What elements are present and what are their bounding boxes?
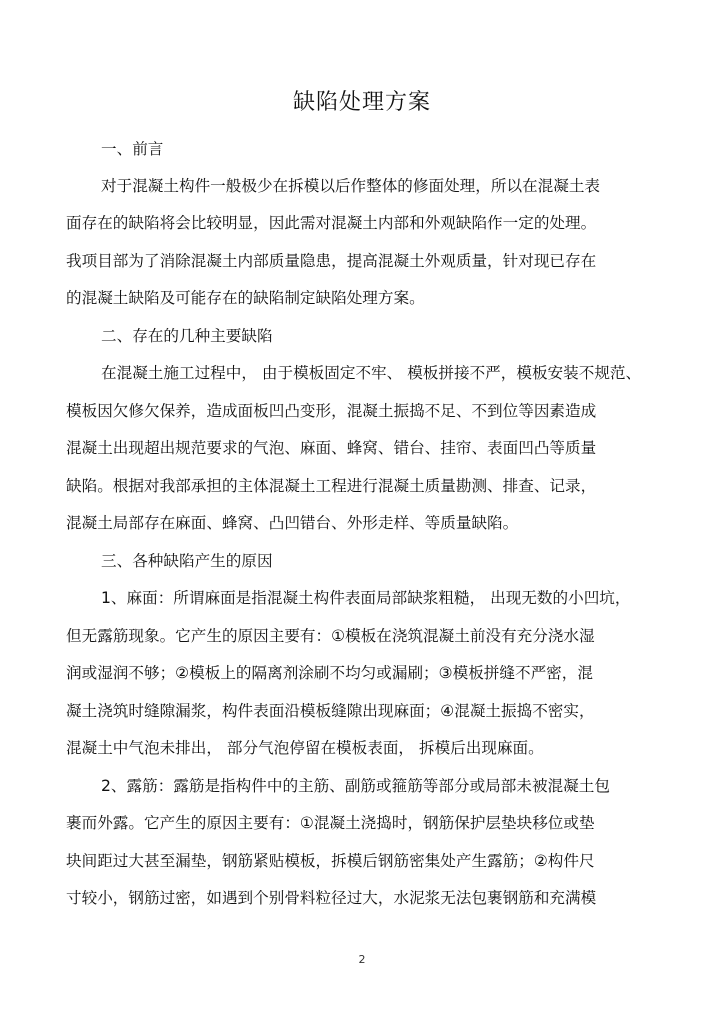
- page-number: 2: [358, 953, 366, 966]
- paragraph-line: 寸较小，钢筋过密，如遇到个别骨料粒径过大，水泥浆无法包裹钢筋和充满模: [66, 889, 597, 907]
- paragraph-line: 面存在的缺陷将会比较明显，因此需对混凝土内部和外观缺陷作一定的处理。: [66, 214, 597, 232]
- paragraph-line: 缺陷。根据对我部承担的主体混凝土工程进行混凝土质量勘测、排查、记录，: [66, 477, 597, 495]
- paragraph-line: 模板因欠修欠保养，造成面板凹凸变形，混凝土振捣不足、不到位等因素造成: [66, 402, 597, 420]
- paragraph-line: 1、麻面：所谓麻面是指混凝土构件表面局部缺浆粗糙， 出现无数的小凹坑，: [101, 589, 631, 607]
- paragraph-line: 在混凝土施工过程中， 由于模板固定不牢、 模板拼接不严，模板安装不规范、: [101, 364, 642, 382]
- section-heading-causes: 三、各种缺陷产生的原因: [101, 552, 273, 570]
- paragraph-line: 混凝土出现超出规范要求的气泡、麻面、蜂窝、错台、挂帘、表面凹凸等质量: [66, 439, 597, 457]
- paragraph-line: 的混凝土缺陷及可能存在的缺陷制定缺陷处理方案。: [66, 289, 425, 307]
- paragraph-line: 混凝土局部存在麻面、蜂窝、凸凹错台、外形走样、等质量缺陷。: [66, 514, 519, 532]
- paragraph-line: 块间距过大甚至漏垫，钢筋紧贴模板，拆模后钢筋密集处产生露筋；②构件尺: [66, 852, 595, 870]
- paragraph-line: 润或湿润不够；②模板上的隔离剂涂刷不均匀或漏刷；③模板拼缝不严密，混: [66, 664, 593, 682]
- document-title: 缺陷处理方案: [292, 90, 431, 115]
- paragraph-line: 2、露筋：露筋是指构件中的主筋、副筋或箍筋等部分或局部未被混凝土包: [101, 777, 610, 795]
- paragraph-line: 凝土浇筑时缝隙漏浆，构件表面沿模板缝隙出现麻面；④混凝土振捣不密实，: [66, 702, 595, 720]
- paragraph-line: 混凝土中气泡未排出， 部分气泡停留在模板表面， 拆模后出现麻面。: [66, 739, 544, 757]
- paragraph-line: 我项目部为了消除混凝土内部质量隐患，提高混凝土外观质量，针对现已存在: [66, 252, 597, 270]
- paragraph-line: 但无露筋现象。它产生的原因主要有：①模板在浇筑混凝土前没有充分浇水湿: [66, 627, 595, 645]
- section-heading-preface: 一、前言: [101, 140, 164, 158]
- paragraph-line: 对于混凝土构件一般极少在拆模以后作整体的修面处理，所以在混凝土表: [101, 177, 601, 195]
- paragraph-line: 裹而外露。它产生的原因主要有：①混凝土浇捣时，钢筋保护层垫块移位或垫: [66, 814, 595, 832]
- section-heading-main-defects: 二、存在的几种主要缺陷: [101, 327, 273, 345]
